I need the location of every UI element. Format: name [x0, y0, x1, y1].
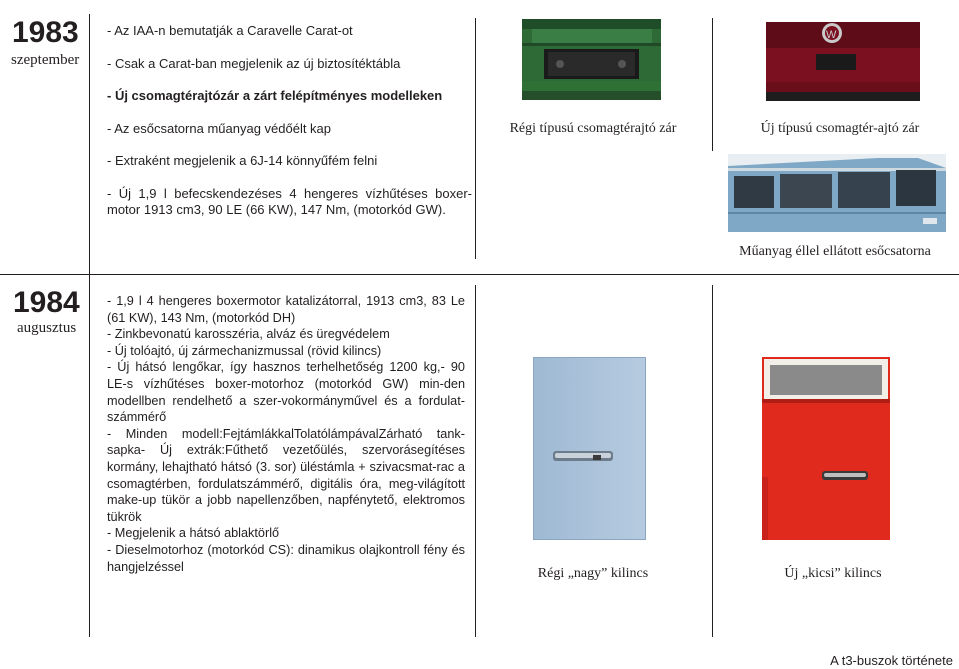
- events-1984: [107, 293, 465, 575]
- caption-plastic-gutter: Műanyag éllel ellátott esőcsatorna: [739, 244, 931, 259]
- photo-new-trunk-lock: [766, 22, 920, 101]
- photo-old-door-handle: [533, 357, 646, 540]
- list-item: - Az esőcsatorna műanyag védőélt kap: [107, 120, 332, 136]
- svg-text:W: W: [826, 29, 837, 41]
- caption-old-trunk-lock: Régi típusú csomagtérajtó zár: [509, 121, 677, 136]
- list-item: - Az IAA-n bemutatják a Caravelle Carat-ot: [107, 23, 353, 38]
- list-item: - Megjelenik a hátsó ablaktörlő: [107, 526, 280, 541]
- divider-horizontal: [0, 274, 959, 275]
- divider-1983-photos: [475, 18, 476, 259]
- photo-new-door-handle: [762, 357, 890, 540]
- divider-1983-photos-right: [712, 18, 713, 151]
- photo-old-trunk-lock: [522, 19, 661, 100]
- caption-old-door-handle: Régi „nagy” kilincs: [537, 566, 649, 581]
- list-item: - 1,9 l 4 hengeres boxermotor katalizátorral, 1913 cm3, 83 Le (61 KW), 143 Nm, (motorkód DH): [107, 294, 465, 325]
- divider-1984-photos: [475, 285, 476, 637]
- list-item: - Új hátsó lengőkar, így hasznos terhelhetőség 1200 kg,- 90 LE-s vízhűtéses boxer-motorhoz (motorkód GW) min-den modellben rendelhető a szer-vokormányművel és a fordulat-számmérő: [107, 360, 465, 425]
- list-item: - Dieselmotorhoz (motorkód CS): dinamikus olajkontroll fény és hangjelzéssel: [107, 542, 465, 574]
- photo-plastic-gutter: [728, 154, 946, 232]
- year-1984: 1984: [13, 286, 80, 319]
- divider-1984-photos-right: [712, 285, 713, 637]
- caption-new-trunk-lock: Új típusú csomagtér-ajtó zár: [760, 121, 920, 136]
- list-item: - Új csomagtérajtózár a zárt felépítményes modelleken: [107, 88, 443, 103]
- list-item: - Extraként megjelenik a 6J-14 könnyűfém felni: [107, 153, 378, 168]
- events-1983: [107, 23, 472, 218]
- footer-title: A t3-buszok története: [830, 653, 953, 668]
- divider-year-column: [89, 14, 90, 637]
- list-item: - Csak a Carat-ban megjelenik az új biztosítéktábla: [107, 55, 401, 71]
- list-item: - Új tolóajtó, új zármechanizmussal (rövid kilincs): [107, 343, 382, 358]
- month-1983: szeptember: [11, 52, 80, 68]
- list-item: - Minden modell:FejtámlákkalTolatólámpávalZárható tank-sapka- Új extrák:Fűthető vezetőülés, szervorásegítéses kormány, lehajtható hátsó (3. sor) üléstámla + szivacsmat-rac a csomagtérben, fordulatszámmérő, digitális óra, meg-világított make-up tükör a jobb napellenzőben, napfénytető, elektromos tükrök: [107, 426, 465, 524]
- month-1984: augusztus: [17, 320, 77, 336]
- year-1983: 1983: [12, 16, 79, 49]
- list-item: - Új 1,9 l befecskendezéses 4 hengeres vízhűtéses boxer-motor 1913 cm3, 90 LE (66 KW), 147 Nm, (motorkód GW).: [107, 185, 472, 217]
- list-item: - Zinkbevonatú karosszéria, alváz és üregvédelem: [107, 327, 390, 342]
- caption-new-door-handle: Új „kicsi” kilincs: [784, 566, 882, 581]
